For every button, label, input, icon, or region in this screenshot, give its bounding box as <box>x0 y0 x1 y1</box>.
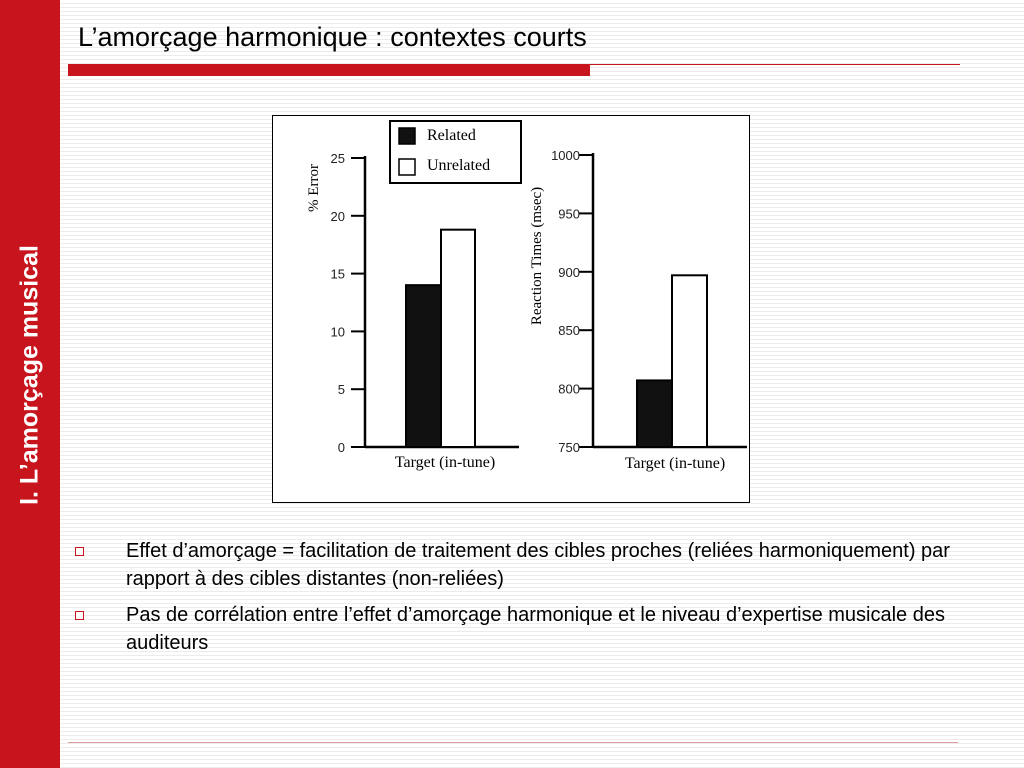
y-tick-label: 850 <box>558 323 580 339</box>
bar-related <box>406 285 441 447</box>
bullet-square-icon <box>75 611 84 620</box>
footer-line <box>68 742 958 743</box>
bullet-item <box>72 601 972 657</box>
title-underline-line <box>590 64 960 65</box>
y-tick-label: 10 <box>330 324 345 340</box>
y-tick-label: 0 <box>337 440 345 455</box>
slide-title: L’amorçage harmonique : contextes courts <box>78 22 587 52</box>
legend-swatch-related <box>399 128 415 144</box>
chart-error <box>306 151 519 471</box>
y-axis-label: % Error <box>306 164 322 212</box>
bar-related <box>637 380 672 447</box>
bullet-list <box>72 537 972 665</box>
y-tick-label: 25 <box>330 151 345 166</box>
y-tick-label: 5 <box>337 382 345 398</box>
title-underline-bar <box>68 64 590 76</box>
x-axis-label: Target (in-tune) <box>624 455 726 472</box>
y-tick-label: 20 <box>330 208 345 224</box>
bar-unrelated <box>672 275 707 447</box>
y-tick-label: 950 <box>558 206 580 222</box>
legend-label-unrelated: Unrelated <box>427 157 491 174</box>
y-tick-label: 1000 <box>551 148 580 163</box>
sidebar-label: I. L’amorçage musical <box>15 245 44 505</box>
chart-svg <box>273 116 751 504</box>
legend <box>390 121 521 183</box>
bullet-item <box>72 537 972 593</box>
x-axis-label: Target (in-tune) <box>394 454 496 471</box>
bar-unrelated <box>441 230 475 447</box>
legend-swatch-unrelated <box>399 159 415 175</box>
bullet-square-icon <box>75 547 84 556</box>
bullet-text: Effet d’amorçage = facilitation de traitement des cibles proches (reliées harmoniquement) par rapport à des cibles distantes (non-reliées) <box>126 540 950 590</box>
y-axis-label: Reaction Times (msec) <box>529 186 545 326</box>
y-tick-label: 750 <box>558 440 580 455</box>
chart-reaction-times <box>529 148 747 472</box>
y-tick-label: 800 <box>558 381 580 397</box>
y-tick-label: 15 <box>330 266 345 282</box>
chart-figure <box>272 115 750 503</box>
sidebar <box>0 0 60 768</box>
y-tick-label: 900 <box>558 264 580 280</box>
legend-label-related: Related <box>427 127 476 144</box>
bullet-text: Pas de corrélation entre l’effet d’amorçage harmonique et le niveau d’expertise musicale des auditeurs <box>126 604 945 654</box>
